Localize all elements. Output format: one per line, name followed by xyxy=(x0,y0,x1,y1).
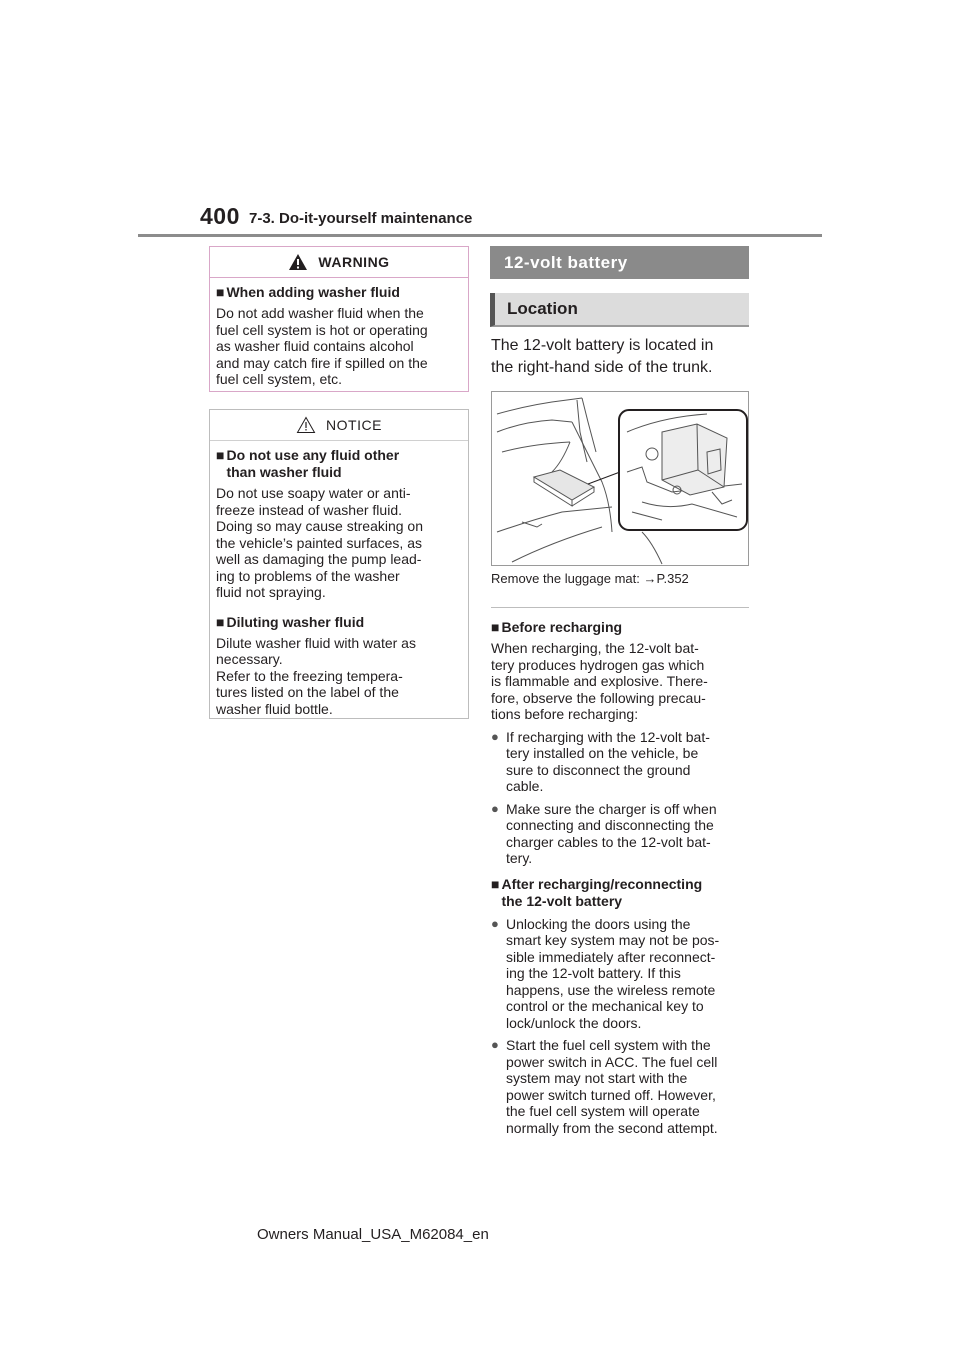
warning-item-text: Do not add washer fluid when the fuel cell system is hot or operating as washer fluid contains alcohol and may catch fire if spilled on the fuel cell system, etc. xyxy=(216,305,428,387)
list-item xyxy=(491,1037,753,1136)
reference-arrow-icon: → xyxy=(643,571,657,586)
list-item-text: Start the fuel cell system with the power switch in ACC. The fuel cell system may not start with the power switch turned off. However, the fuel cell system will operate normally from the second attempt. xyxy=(506,1037,718,1136)
after-recharging-title-text: After recharging/reconnecting the 12-volt battery xyxy=(501,875,703,909)
before-recharging-text: When recharging, the 12-volt bat- tery produces hydrogen gas which is flammable and explosive. There- fore, observe the following precau- tions before recharging: xyxy=(491,640,708,722)
page-header xyxy=(200,203,822,237)
caption-text: Remove the luggage mat: xyxy=(491,571,644,586)
battery-heading: 12-volt battery xyxy=(490,246,749,279)
battery-intro: The 12-volt battery is located in the right-hand side of the trunk. xyxy=(491,337,714,376)
notice-item-title-text: Diluting washer fluid xyxy=(226,613,365,630)
before-recharging-title-text: Before recharging xyxy=(501,619,623,635)
warning-triangle-icon xyxy=(288,253,308,271)
page-reference-link[interactable]: P.352 xyxy=(656,571,689,586)
header-rule xyxy=(138,234,822,237)
warning-header xyxy=(210,247,468,278)
section-divider xyxy=(491,607,749,608)
list-item xyxy=(491,916,753,1032)
list-item-text: Unlocking the doors using the smart key system may not be pos- sible immediately after reconnect- ing the 12-volt battery. If this happens, use the wireless remote control or the mechanical key to lock/unlock the doors. xyxy=(506,915,720,1031)
notice-item-title xyxy=(216,614,462,631)
round-bullet-icon: ● xyxy=(491,800,499,816)
round-bullet-icon: ● xyxy=(491,1037,499,1052)
list-item xyxy=(491,729,753,795)
notice-header xyxy=(210,410,468,441)
notice-item-title-text: Do not use any fluid other than washer fluid xyxy=(226,447,400,480)
notice-box xyxy=(209,409,469,719)
warning-item-title-text: When adding washer fluid xyxy=(226,284,400,300)
page-number: 400 xyxy=(200,203,240,229)
warning-box xyxy=(209,246,469,392)
round-bullet-icon: ● xyxy=(491,915,499,931)
warning-item-title xyxy=(216,284,462,301)
notice-title: NOTICE xyxy=(326,417,382,433)
list-item xyxy=(491,801,753,867)
square-bullet-icon: ■ xyxy=(491,619,500,635)
notice-item-text: Do not use soapy water or anti- freeze instead of washer fluid. Doing so may cause streaking on the vehicle’s painted surfaces, as well as damaging the pump lead- ing to problems of the washer fluid not spraying. xyxy=(216,485,423,600)
notice-item-text: Dilute washer fluid with water as necessary. Refer to the freezing tempera- tures listed on the label of the washer fluid bottle. xyxy=(216,634,416,717)
recharging-section xyxy=(491,613,753,1136)
notice-triangle-icon xyxy=(296,416,316,434)
section-title: 7-3. Do-it-yourself maintenance xyxy=(249,210,473,227)
square-bullet-icon: ■ xyxy=(216,447,225,463)
before-recharging-title xyxy=(491,619,753,636)
location-subheading: Location xyxy=(490,293,749,327)
notice-item-title xyxy=(216,447,462,481)
square-bullet-icon: ■ xyxy=(216,613,225,630)
square-bullet-icon: ■ xyxy=(216,284,225,300)
after-recharging-title xyxy=(491,876,753,910)
list-item-text: If recharging with the 12-volt bat- tery installed on the vehicle, be sure to disconnect the ground cable. xyxy=(506,728,710,794)
square-bullet-icon: ■ xyxy=(491,875,500,892)
trunk-battery-drawing xyxy=(492,392,749,566)
warning-title: WARNING xyxy=(318,254,390,270)
list-item-text: Make sure the charger is off when connecting and disconnecting the charger cables to the 12-volt bat- tery. xyxy=(506,800,717,866)
battery-location-illustration xyxy=(491,391,749,566)
figure-caption xyxy=(491,571,689,586)
page-footer: Owners Manual_USA_M62084_en xyxy=(257,1226,489,1243)
round-bullet-icon: ● xyxy=(491,728,499,744)
